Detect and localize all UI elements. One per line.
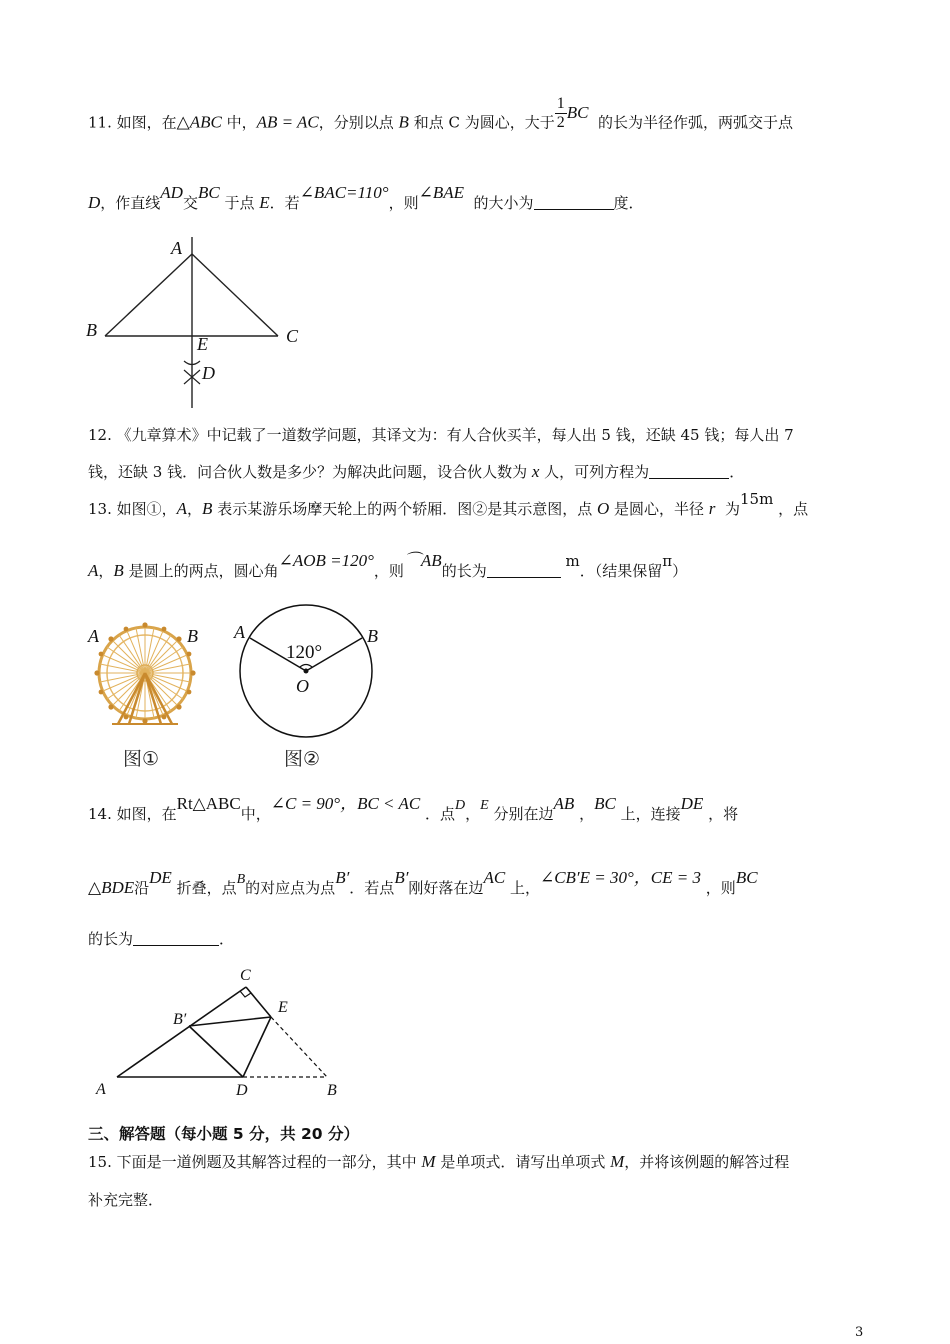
q15-line2: 补充完整．: [88, 1191, 164, 1209]
label-d: D: [202, 363, 215, 383]
label-c: C: [240, 967, 251, 984]
ferris-wheel-figure: [84, 616, 214, 776]
triangle-bde: △BDE: [88, 878, 135, 897]
fig1-caption: 图①: [123, 748, 160, 770]
q15-line1: 15. 下面是一道例题及其解答过程的一部分，其中 M 是单项式．请写出单项式 M，并将该例题的解答过程: [88, 1152, 790, 1171]
circle-figure: [228, 616, 388, 776]
section3-heading: 三、解答题（每小题 5 分，共 20 分）: [88, 1125, 359, 1143]
q13-line1: 13. 如图①，A，B 表示某游乐场摩天轮上的两个轿厢．图②是其示意图，点 O 是圆心，半径 r 为15m ，点: [88, 490, 809, 518]
answer-blank-q14[interactable]: [133, 931, 219, 946]
label-e: E: [197, 334, 208, 354]
answer-blank-q13[interactable]: [487, 563, 561, 578]
fraction-half: $\frac{1}{2}$: [556, 95, 565, 131]
fig1-label-a: A: [88, 626, 99, 646]
q11-figure: [80, 232, 320, 412]
label-e: E: [278, 999, 288, 1016]
condition-c90: ∠C = 90°，BC < AC: [270, 794, 421, 813]
fig2-label-b: B: [367, 626, 378, 646]
label-d: D: [236, 1082, 248, 1099]
rt-triangle-abc: Rt△ABC: [176, 794, 241, 813]
ab-equals-ac: AB = AC: [256, 112, 319, 132]
q14-line2: △BDE沿DE 折叠，点B的对应点为点B′．若点B′刚好落在边AC 上，∠CB′E = 30°，CE = 3 ，则BC: [88, 868, 758, 897]
angle-cbe-ce: ∠CB′E = 30°，CE = 3: [539, 868, 702, 887]
fig2-label-o: O: [296, 676, 309, 696]
page-number: 3: [855, 1325, 864, 1340]
q11-line2: D，作直线AD交BC 于点 E．若∠BAC=110°，则∠BAE 的大小为 度．: [88, 183, 644, 212]
q13-line2: A，B 是圆上的两点，圆心角∠AOB =120°，则⌒AB的长为 m．（结果保留π）: [88, 551, 688, 580]
triangle-abc: △ABC: [176, 112, 222, 132]
angle-aob: ∠AOB =120°: [278, 551, 374, 570]
q14-line1: 14. 如图，在Rt△ABC中，∠C = 90°，BC < AC ．点D，E 分别在边AB ，BC 上，连接DE ，将: [88, 794, 739, 823]
angle-bac: ∠BAC=110°: [299, 183, 389, 202]
angle-bae: ∠BAE: [418, 183, 464, 202]
label-b-prime: B′: [173, 1011, 187, 1028]
fig2-caption: 图②: [284, 748, 321, 770]
q14-line3: 的长为 ．: [88, 930, 235, 948]
answer-blank-q12[interactable]: [649, 464, 729, 479]
label-b: B: [327, 1082, 337, 1099]
arc-ab: ⌒AB: [403, 551, 442, 570]
label-b: B: [86, 320, 97, 340]
fig2-angle-label: 120°: [286, 642, 323, 663]
answer-blank-q11[interactable]: [534, 195, 614, 210]
q14-figure: [88, 962, 358, 1102]
pi-symbol: π: [662, 552, 673, 570]
q12-line1: 12. 《九章算术》中记载了一道数学问题，其译文为：有人合伙买羊，每人出 5 钱，还缺 45 钱；每人出 7: [88, 426, 794, 444]
q12-line2: 钱，还缺 3 钱．问合伙人数是多少？为解决此问题，设合伙人数为 x 人，可列方程为 ．: [88, 462, 745, 481]
fig2-label-a: A: [234, 622, 245, 642]
label-a: A: [171, 238, 182, 258]
fig1-label-b: B: [187, 626, 198, 646]
label-c: C: [286, 326, 299, 346]
label-a: A: [96, 1081, 106, 1098]
q11-line1: 11. 如图，在△ABC 中，AB = AC，分别以点 B 和点 C 为圆心，大于 $\frac{1}{2}$ BC 的长为半径作弧，两弧交于点: [88, 95, 794, 132]
radius-value: 15m: [739, 490, 774, 508]
